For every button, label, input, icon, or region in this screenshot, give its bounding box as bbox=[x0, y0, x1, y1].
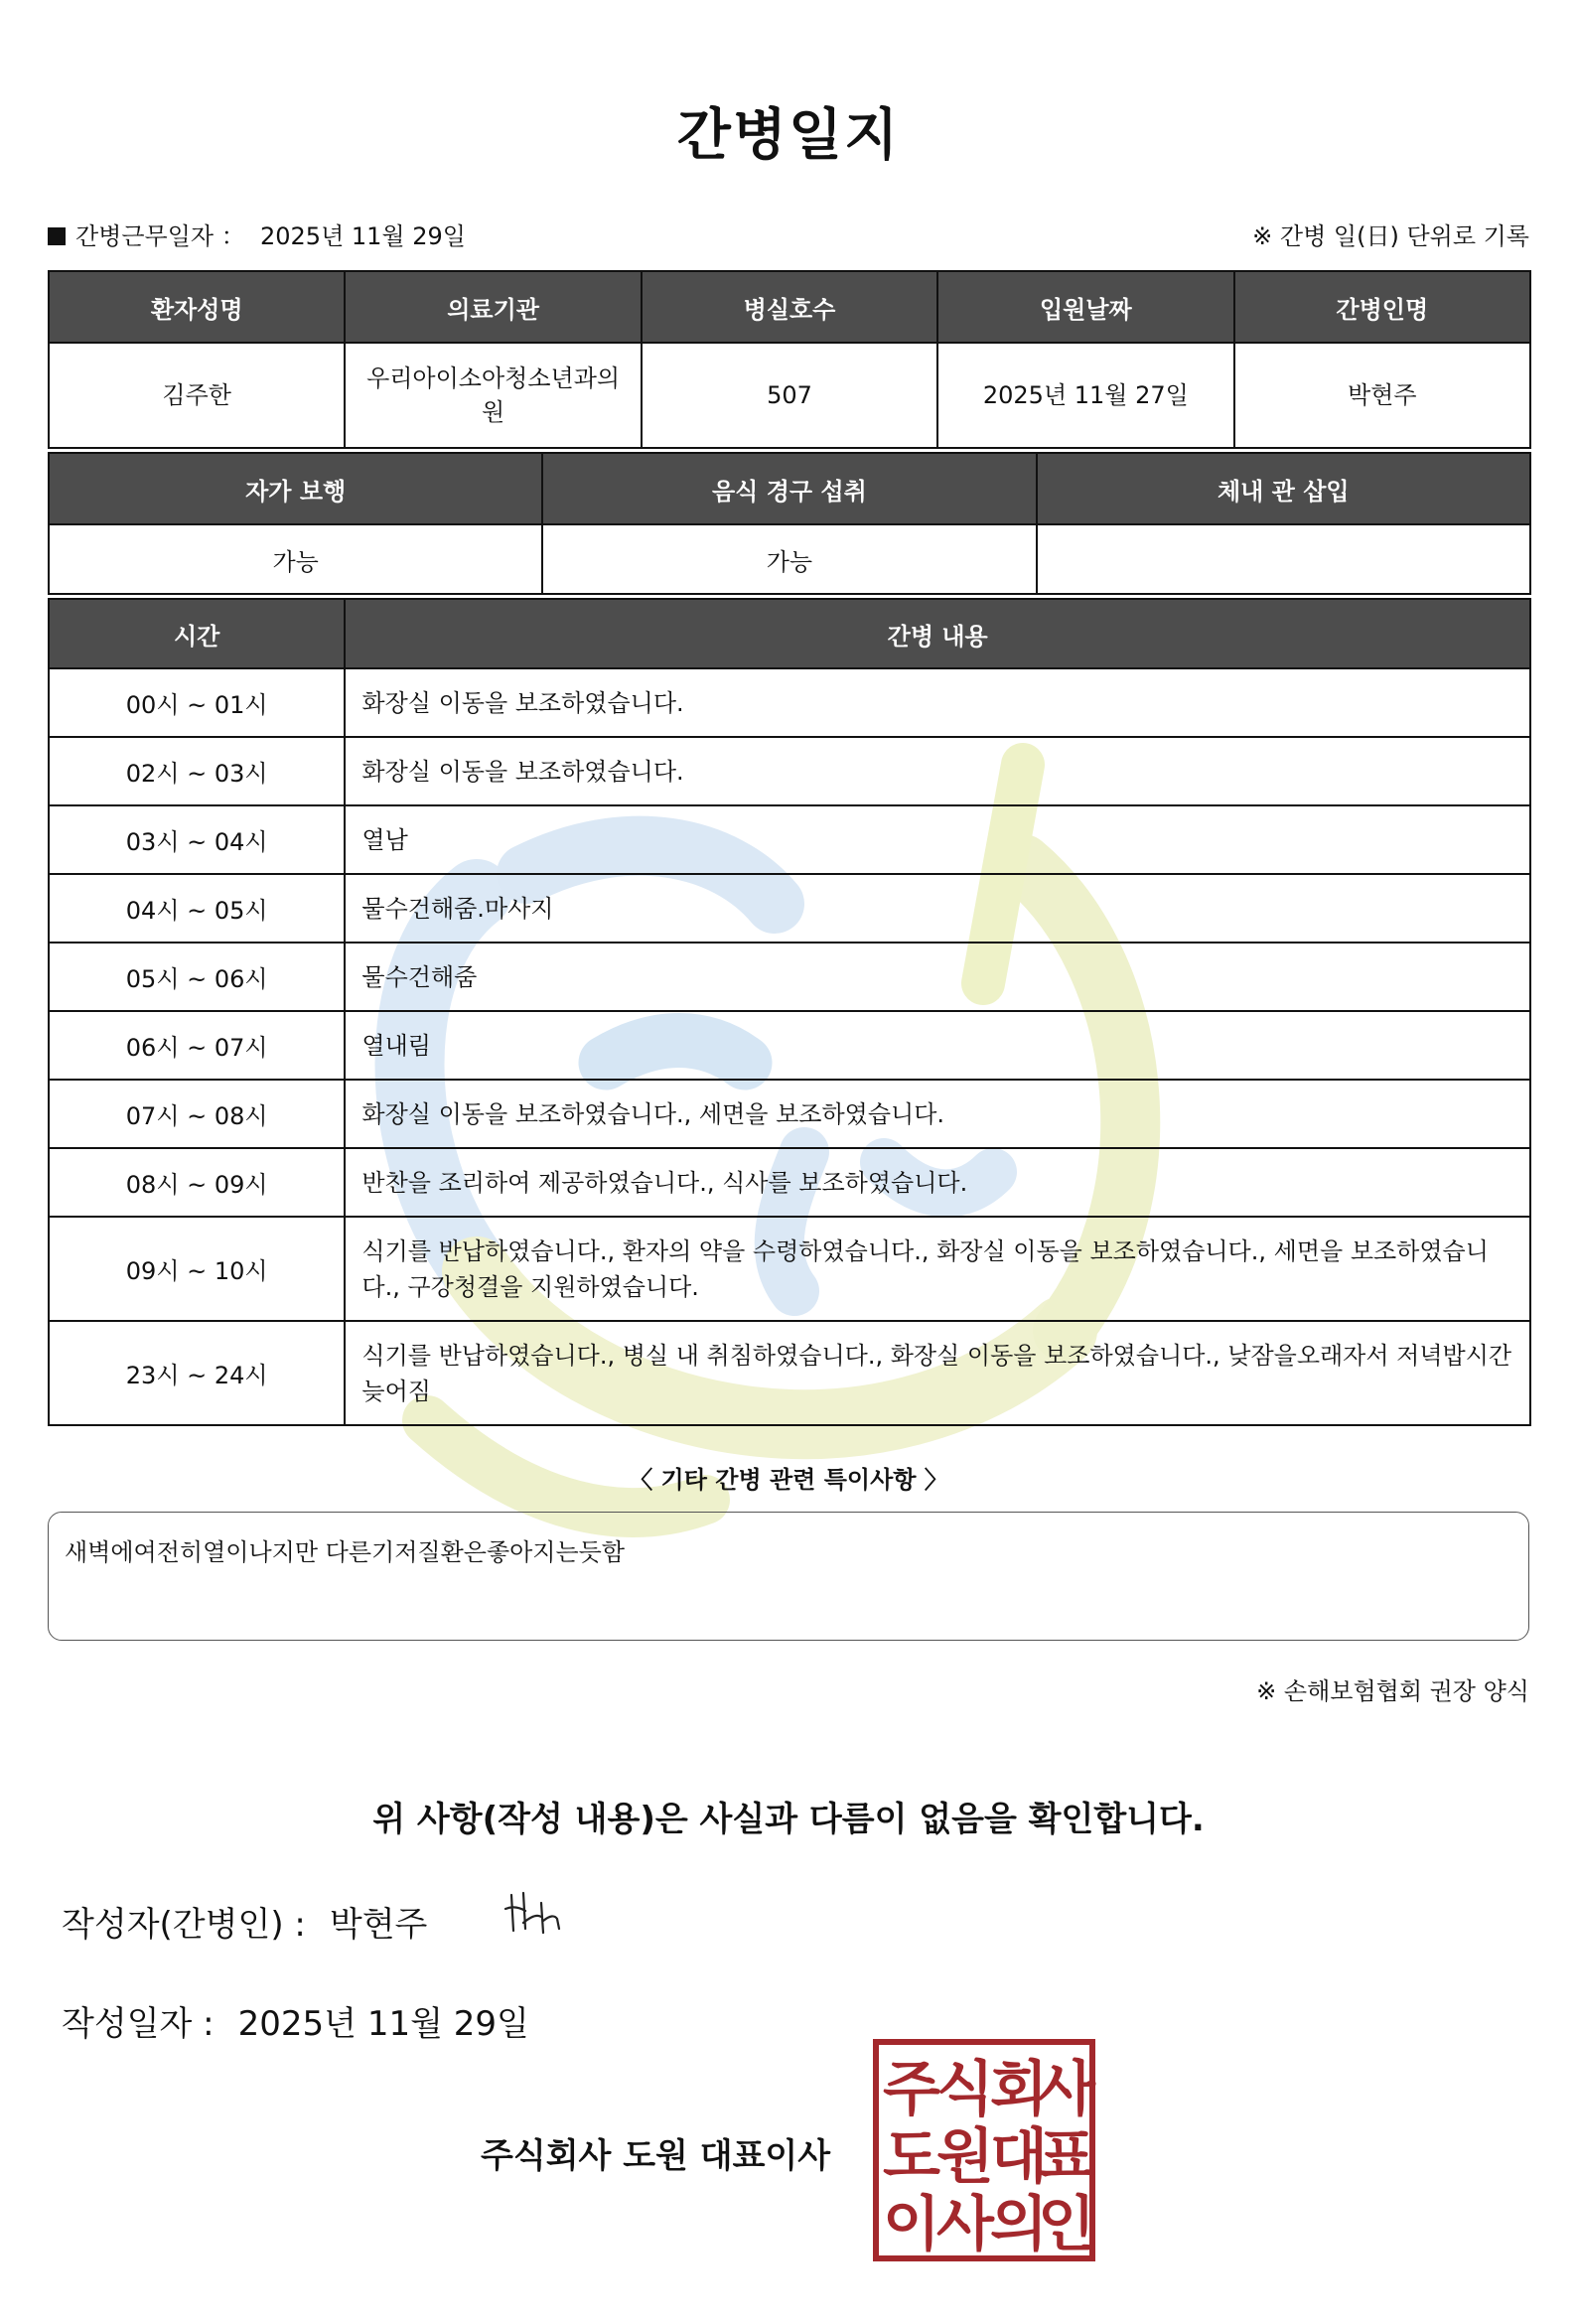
notes-box bbox=[48, 1512, 1529, 1641]
log-time: 03시 ~ 04시 bbox=[49, 805, 345, 874]
header-time: 시간 bbox=[49, 599, 345, 668]
svg-text:도: 도 bbox=[883, 2122, 940, 2192]
svg-text:사: 사 bbox=[936, 2190, 994, 2259]
patient-status-table bbox=[48, 452, 1531, 595]
log-content: 물수건해줌.마사지 bbox=[345, 874, 1530, 943]
log-time: 08시 ~ 09시 bbox=[49, 1148, 345, 1217]
table-row bbox=[49, 874, 1530, 943]
log-time: 02시 ~ 03시 bbox=[49, 737, 345, 805]
page-title: 간병일지 bbox=[676, 103, 901, 168]
header-oral-intake: 음식 경구 섭취 bbox=[542, 453, 1036, 524]
table-row bbox=[49, 1080, 1530, 1148]
written-date-label: 작성일자 : bbox=[62, 2004, 215, 2044]
company-seal bbox=[872, 2038, 1096, 2262]
writer-label: 작성자(간병인) : bbox=[62, 1905, 306, 1945]
log-content: 물수건해줌 bbox=[345, 943, 1530, 1011]
svg-text:사: 사 bbox=[1038, 2055, 1095, 2124]
writer-line bbox=[62, 1897, 427, 1946]
log-header-row bbox=[49, 599, 1530, 668]
table-row bbox=[49, 805, 1530, 874]
header-self-walking: 자가 보행 bbox=[49, 453, 542, 524]
table-row bbox=[49, 943, 1530, 1011]
meta-row bbox=[48, 217, 1529, 252]
oral-intake-value: 가능 bbox=[542, 524, 1036, 594]
log-time: 00시 ~ 01시 bbox=[49, 668, 345, 737]
table-row bbox=[49, 737, 1530, 805]
self-walking-value: 가능 bbox=[49, 524, 542, 594]
svg-text:회: 회 bbox=[990, 2055, 1048, 2124]
svg-text:인: 인 bbox=[1038, 2190, 1095, 2259]
header-caregiver: 간병인명 bbox=[1234, 271, 1530, 343]
room-number: 507 bbox=[642, 343, 937, 448]
log-content: 화장실 이동을 보조하였습니다. bbox=[345, 737, 1530, 805]
table-row bbox=[49, 1148, 1530, 1217]
notes-text: 새벽에여전히열이나지만 다른기저질환은좋아지는듯함 bbox=[65, 1538, 626, 1566]
work-date-label: 간병근무일자 ： bbox=[75, 222, 245, 250]
patient-info-table bbox=[48, 270, 1531, 449]
log-content: 반찬을 조리하여 제공하였습니다., 식사를 보조하였습니다. bbox=[345, 1148, 1530, 1217]
patient-name: 김주한 bbox=[49, 343, 345, 448]
log-time: 07시 ~ 08시 bbox=[49, 1080, 345, 1148]
company-representative: 주식회사 도원 대표이사 bbox=[481, 2136, 831, 2176]
patient-value-row bbox=[49, 343, 1530, 448]
recommended-form-note: ※ 손해보험협회 권장 양식 bbox=[1256, 1677, 1529, 1705]
header-hospital: 의료기관 bbox=[345, 271, 641, 343]
svg-text:주: 주 bbox=[883, 2055, 940, 2124]
log-time: 04시 ~ 05시 bbox=[49, 874, 345, 943]
writer-name: 박현주 bbox=[329, 1905, 428, 1945]
header-care-content: 간병 내용 bbox=[345, 599, 1530, 668]
status-value-row bbox=[49, 524, 1530, 594]
work-date bbox=[48, 217, 466, 251]
log-content: 열남 bbox=[345, 805, 1530, 874]
log-time: 06시 ~ 07시 bbox=[49, 1011, 345, 1080]
written-date-line bbox=[62, 1996, 529, 2045]
table-row bbox=[49, 1217, 1530, 1321]
work-date-value: 2025년 11월 29일 bbox=[260, 222, 466, 250]
log-time: 09시 ~ 10시 bbox=[49, 1217, 345, 1321]
log-content: 식기를 반납하였습니다., 병실 내 취침하였습니다., 화장실 이동을 보조하였습니다., 낮잠을오래자서 저녁밥시간 늦어짐 bbox=[345, 1321, 1530, 1425]
tube-insertion-value bbox=[1037, 524, 1530, 594]
table-row bbox=[49, 668, 1530, 737]
svg-text:의: 의 bbox=[990, 2190, 1048, 2259]
svg-text:식: 식 bbox=[936, 2055, 994, 2124]
header-admission-date: 입원날짜 bbox=[937, 271, 1233, 343]
log-content: 화장실 이동을 보조하였습니다., 세면을 보조하였습니다. bbox=[345, 1080, 1530, 1148]
header-patient-name: 환자성명 bbox=[49, 271, 345, 343]
admission-date: 2025년 11월 27일 bbox=[937, 343, 1233, 448]
log-time: 23시 ~ 24시 bbox=[49, 1321, 345, 1425]
care-log-table bbox=[48, 598, 1531, 1426]
table-row bbox=[49, 1321, 1530, 1425]
notes-title: 〈 기타 간병 관련 특이사항 〉 bbox=[629, 1466, 948, 1494]
unit-note: ※ 간병 일(日) 단위로 기록 bbox=[1252, 222, 1529, 250]
log-content: 열내림 bbox=[345, 1011, 1530, 1080]
patient-header-row bbox=[49, 271, 1530, 343]
svg-text:이: 이 bbox=[883, 2190, 940, 2259]
header-room: 병실호수 bbox=[642, 271, 937, 343]
written-date-value: 2025년 11월 29일 bbox=[237, 2004, 529, 2044]
svg-text:대: 대 bbox=[990, 2122, 1048, 2192]
square-bullet-icon bbox=[48, 227, 66, 245]
svg-text:원: 원 bbox=[936, 2122, 994, 2192]
status-header-row bbox=[49, 453, 1530, 524]
svg-text:표: 표 bbox=[1038, 2122, 1095, 2192]
log-content: 화장실 이동을 보조하였습니다. bbox=[345, 668, 1530, 737]
confirmation-statement: 위 사항(작성 내용)은 사실과 다름이 없음을 확인합니다. bbox=[372, 1800, 1205, 1839]
handwritten-signature bbox=[502, 1883, 591, 1943]
hospital-name: 우리아이소아청소년과의원 bbox=[345, 343, 641, 448]
log-content: 식기를 반납하였습니다., 환자의 약을 수령하였습니다., 화장실 이동을 보조하였습니다., 세면을 보조하였습니다., 구강청결을 지원하였습니다. bbox=[345, 1217, 1530, 1321]
table-row bbox=[49, 1011, 1530, 1080]
log-time: 05시 ~ 06시 bbox=[49, 943, 345, 1011]
header-tube-insertion: 체내 관 삽입 bbox=[1037, 453, 1530, 524]
caregiver-name: 박현주 bbox=[1234, 343, 1530, 448]
